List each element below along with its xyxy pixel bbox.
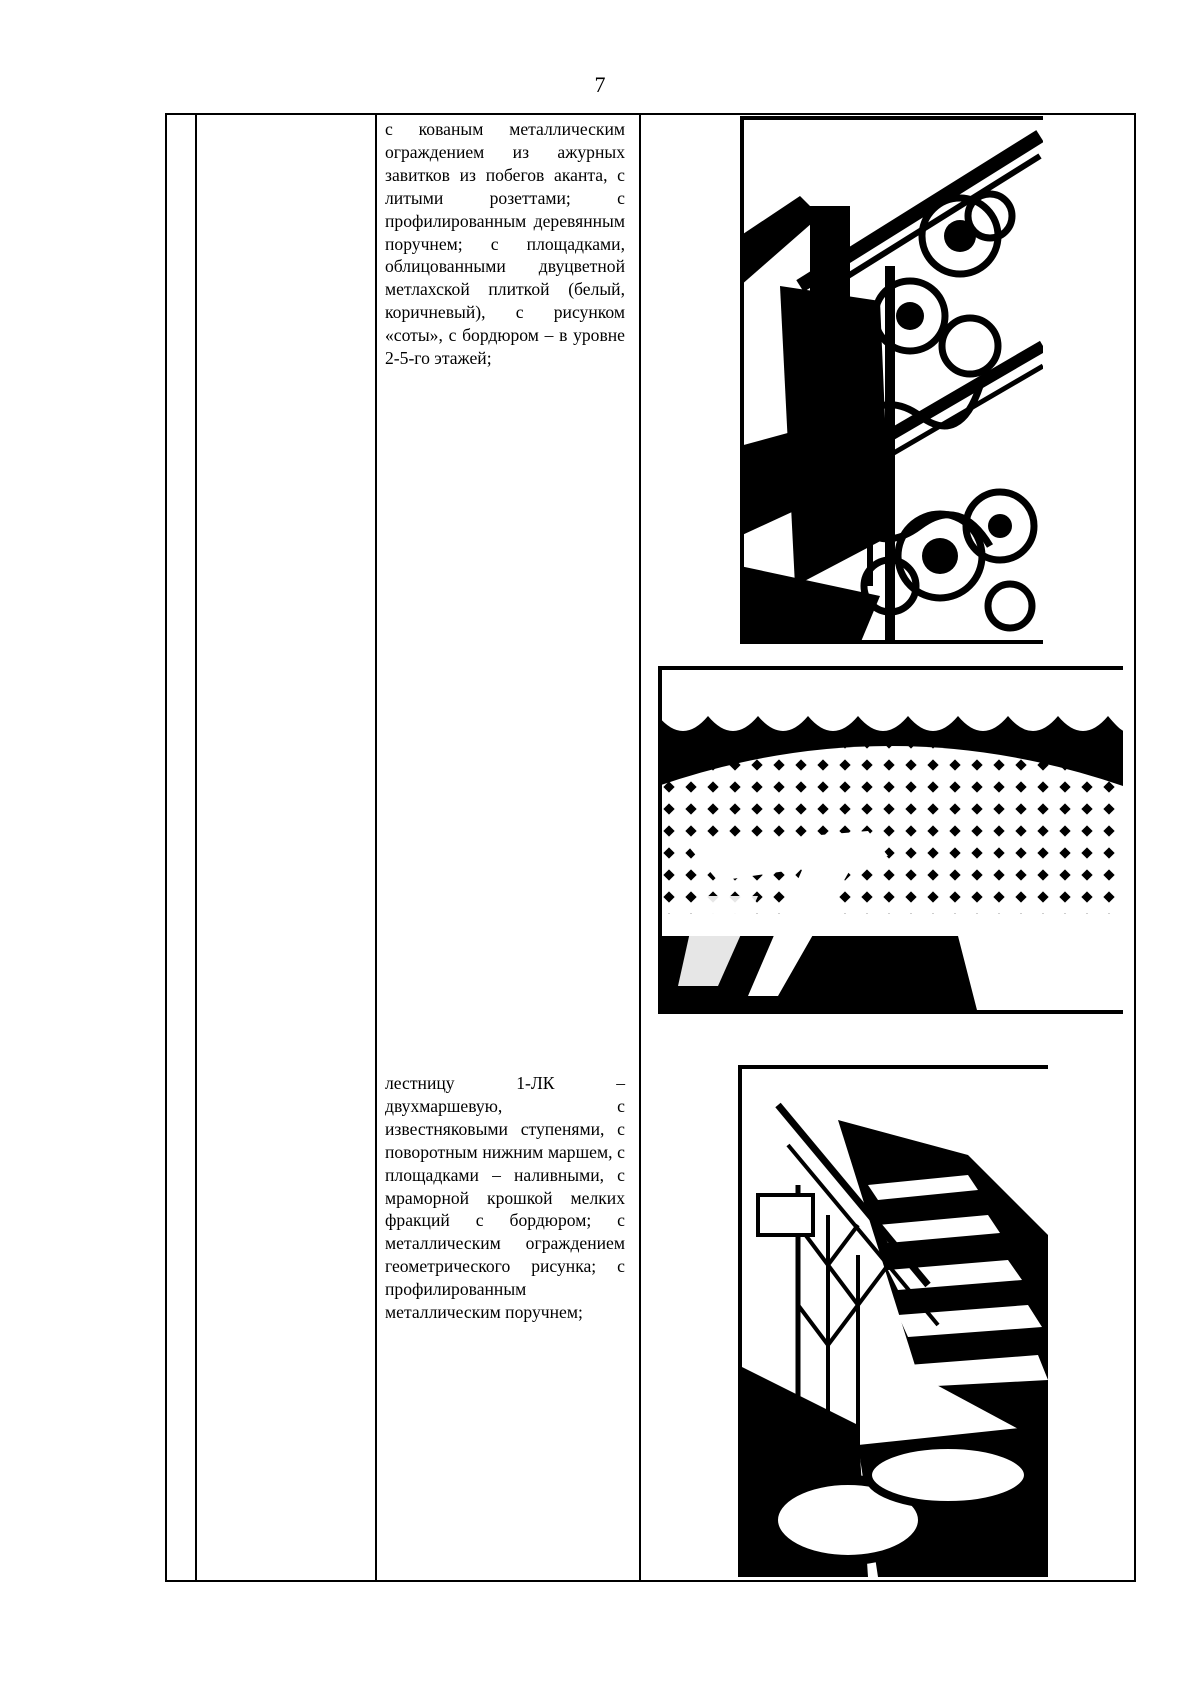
description-cell-second: лестницу 1-ЛК – двухмаршевую, с известняковыми ступенями, с поворотным нижним маршем, с площадками – наливными, с мраморной крошкой мелких фракций с бордюром; с металлическим ограждением геометрического рисунка; с профилированным металлическим поручнем; (385, 1073, 625, 1323)
column-divider-3 (639, 115, 641, 1580)
page-number: 7 (594, 72, 606, 97)
railing-photo (740, 116, 1043, 644)
description-cell-first: с кованым металлическим ограждением из ажурных завитков из побегов аканта, с литыми розеттами; с профилированным деревянным поручнем; с площадками, облицованными двуцветной метлахской плиткой (белый, коричневый), с рисунком «соты», с бордюром – в уровне 2-5-го этажей; (385, 119, 625, 369)
staircase-photo (738, 1065, 1048, 1577)
column-divider-1 (195, 115, 197, 1580)
column-divider-2 (375, 115, 377, 1580)
tiled-landing-photo (658, 666, 1123, 1014)
